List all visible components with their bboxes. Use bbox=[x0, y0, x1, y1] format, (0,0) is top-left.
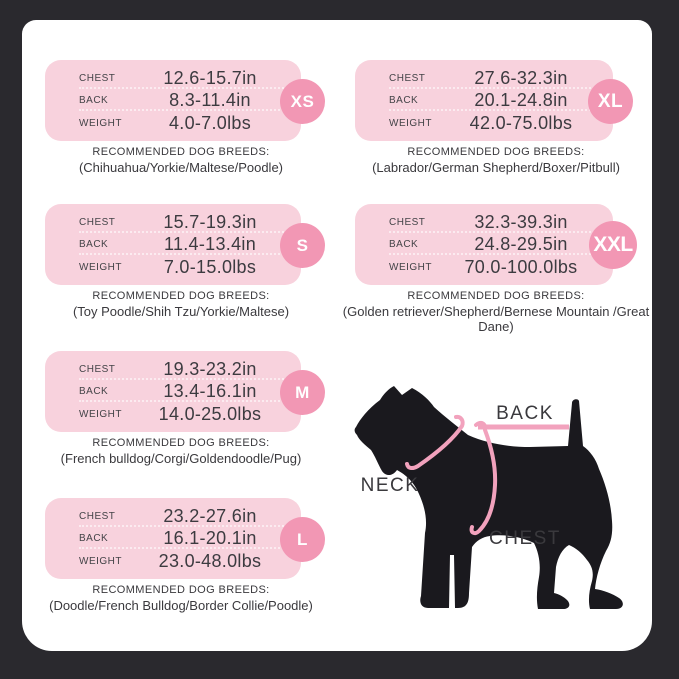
size-badge-s: S bbox=[280, 223, 325, 268]
chest-value: 12.6-15.7in bbox=[163, 67, 257, 88]
recommended-heading: RECOMMENDED DOG BREEDS: bbox=[92, 146, 270, 158]
back-value: 13.4-16.1in bbox=[163, 380, 257, 401]
weight-label: WEIGHT bbox=[79, 555, 122, 567]
back-label: BACK bbox=[79, 532, 109, 544]
chest-value: 23.2-27.6in bbox=[163, 505, 257, 526]
measure-row bbox=[79, 257, 287, 277]
size-card-l bbox=[45, 498, 301, 579]
weight-value: 7.0-15.0lbs bbox=[163, 256, 257, 277]
chest-label: CHEST bbox=[79, 216, 116, 228]
recommended-breeds-s bbox=[22, 290, 340, 319]
size-card-m bbox=[45, 351, 301, 432]
back-value: 8.3-11.4in bbox=[169, 89, 251, 110]
measure-row bbox=[389, 113, 599, 133]
weight-label: WEIGHT bbox=[79, 117, 122, 129]
size-badge-xs: XS bbox=[280, 79, 325, 124]
chest-label: CHEST bbox=[389, 216, 426, 228]
chest-value: 27.6-32.3in bbox=[474, 67, 568, 88]
back-diagram-label: BACK bbox=[496, 403, 554, 424]
chest-label: CHEST bbox=[389, 72, 426, 84]
size-badge-xxl: XXL bbox=[589, 221, 637, 269]
size-card-xs bbox=[45, 60, 301, 141]
neck-diagram-label: NECK bbox=[360, 475, 420, 496]
breeds-list: (Toy Poodle/Shih Tzu/Yorkie/Maltese) bbox=[72, 304, 290, 319]
size-card-xl bbox=[355, 60, 613, 141]
breeds-list: (French bulldog/Corgi/Goldendoodle/Pug) bbox=[60, 451, 302, 466]
weight-value: 42.0-75.0lbs bbox=[469, 112, 573, 133]
size-badge-m: M bbox=[280, 370, 325, 415]
size-card-xxl bbox=[355, 204, 613, 285]
chest-label: CHEST bbox=[79, 72, 116, 84]
measure-row bbox=[389, 235, 599, 255]
recommended-breeds-xs bbox=[22, 146, 340, 175]
measure-row bbox=[389, 69, 599, 89]
measure-row bbox=[389, 91, 599, 111]
measure-row bbox=[79, 91, 287, 111]
recommended-breeds-xl bbox=[340, 146, 652, 175]
breeds-list: (Labrador/German Shepherd/Boxer/Pitbull) bbox=[372, 160, 620, 175]
weight-label: WEIGHT bbox=[79, 261, 122, 273]
size-badge-xl: XL bbox=[588, 79, 633, 124]
weight-value: 70.0-100.0lbs bbox=[464, 256, 578, 277]
back-value: 16.1-20.1in bbox=[163, 527, 257, 548]
chest-label: CHEST bbox=[79, 363, 116, 375]
recommended-heading: RECOMMENDED DOG BREEDS: bbox=[92, 290, 270, 302]
breeds-list: (Doodle/French Bulldog/Border Collie/Poodle) bbox=[49, 598, 313, 613]
chest-label: CHEST bbox=[79, 510, 116, 522]
measure-row bbox=[79, 529, 287, 549]
measure-row bbox=[79, 69, 287, 89]
weight-value: 14.0-25.0lbs bbox=[158, 403, 262, 424]
chest-value: 32.3-39.3in bbox=[474, 211, 568, 232]
chest-value: 19.3-23.2in bbox=[163, 358, 257, 379]
weight-label: WEIGHT bbox=[389, 117, 432, 129]
back-label: BACK bbox=[79, 385, 109, 397]
size-badge-l: L bbox=[280, 517, 325, 562]
recommended-heading: RECOMMENDED DOG BREEDS: bbox=[92, 584, 270, 596]
measure-row bbox=[79, 213, 287, 233]
recommended-heading: RECOMMENDED DOG BREEDS: bbox=[407, 146, 585, 158]
back-label: BACK bbox=[79, 94, 109, 106]
weight-label: WEIGHT bbox=[79, 408, 122, 420]
back-label: BACK bbox=[389, 94, 419, 106]
back-value: 24.8-29.5in bbox=[474, 233, 568, 254]
back-value: 20.1-24.8in bbox=[474, 89, 568, 110]
measure-row bbox=[389, 213, 599, 233]
recommended-breeds-m bbox=[22, 437, 340, 466]
recommended-breeds-xxl bbox=[340, 290, 652, 334]
back-label: BACK bbox=[79, 238, 109, 250]
measure-row bbox=[79, 235, 287, 255]
weight-value: 23.0-48.0lbs bbox=[158, 550, 262, 571]
weight-value: 4.0-7.0lbs bbox=[168, 112, 252, 133]
measure-row bbox=[79, 551, 287, 571]
chest-diagram-label: CHEST bbox=[489, 528, 561, 549]
size-card-s bbox=[45, 204, 301, 285]
recommended-heading: RECOMMENDED DOG BREEDS: bbox=[407, 290, 585, 302]
breeds-list: (Chihuahua/Yorkie/Maltese/Poodle) bbox=[78, 160, 284, 175]
recommended-heading: RECOMMENDED DOG BREEDS: bbox=[92, 437, 270, 449]
measure-row bbox=[79, 113, 287, 133]
weight-label: WEIGHT bbox=[389, 261, 432, 273]
measure-row bbox=[79, 382, 287, 402]
back-label: BACK bbox=[389, 238, 419, 250]
measure-row bbox=[79, 404, 287, 424]
back-value: 11.4-13.4in bbox=[163, 233, 257, 254]
recommended-breeds-l bbox=[22, 584, 340, 613]
measure-row bbox=[79, 360, 287, 380]
chest-value: 15.7-19.3in bbox=[163, 211, 257, 232]
measure-row bbox=[389, 257, 599, 277]
breeds-list: (Golden retriever/Shepherd/Bernese Mountain /Great Dane) bbox=[342, 304, 650, 334]
measure-row bbox=[79, 507, 287, 527]
